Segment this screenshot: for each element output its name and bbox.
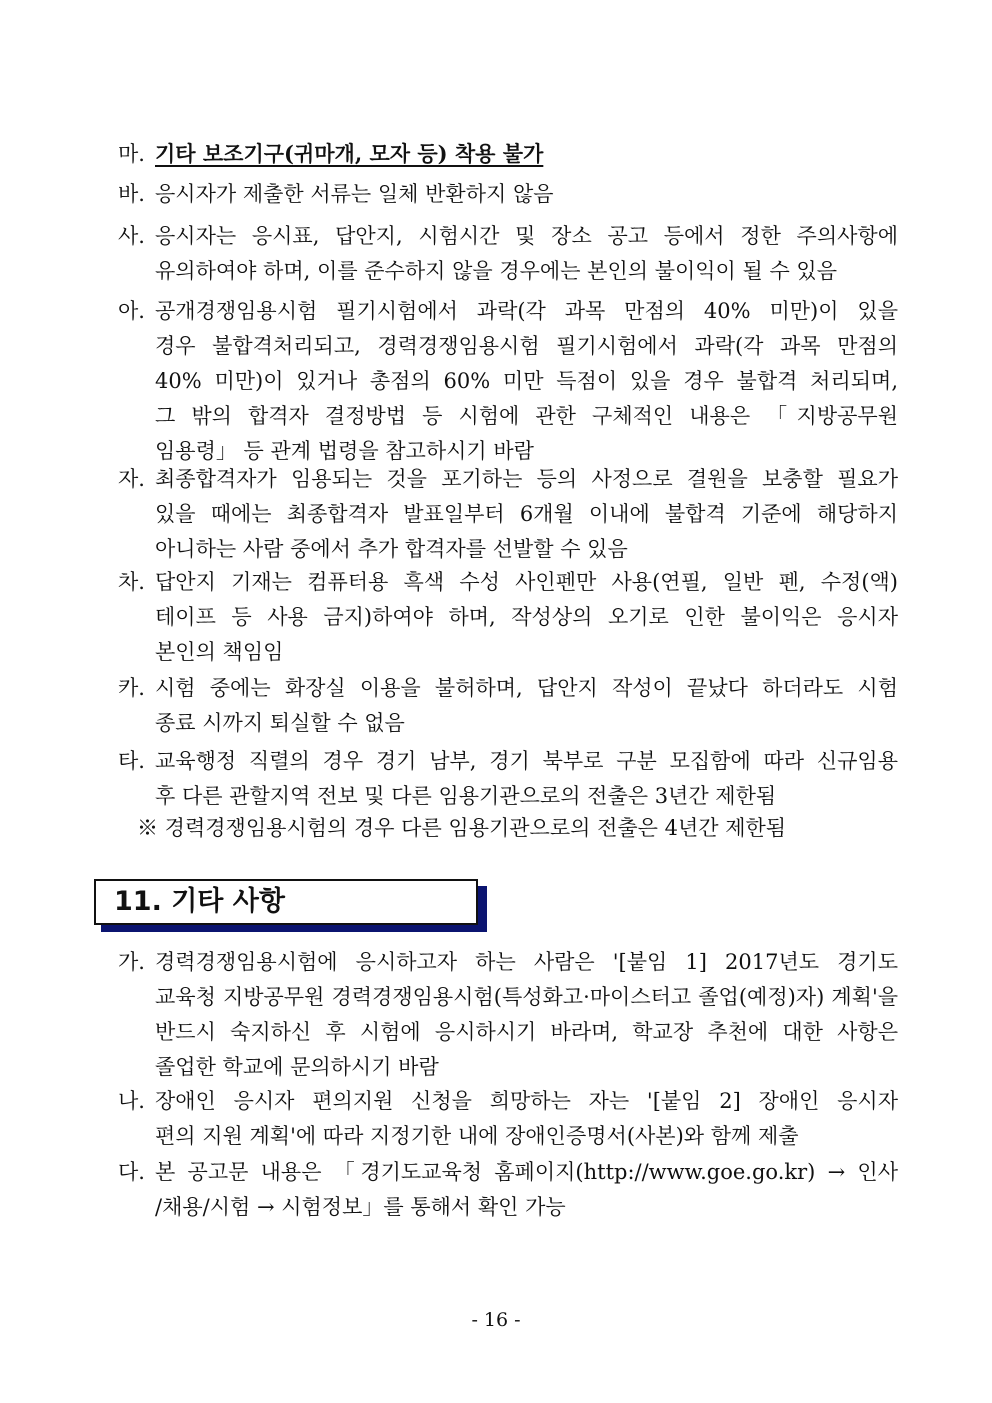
item-marker: 아. [118,299,145,323]
item-marker: 차. [118,570,145,594]
item-marker: 가. [118,950,145,974]
item-marker: 사. [118,224,145,248]
section-heading [94,879,478,925]
item-text: 응시자가 제출한 서류는 일체 반환하지 않음 [155,182,554,206]
item-text-continued: 후 다른 관할지역 전보 및 다른 임용기관으로의 전출은 3년간 제한됨 [155,784,777,808]
section-title: 11. 기타 사항 [114,886,285,917]
item-text: 교육행정 직렬의 경우 경기 남부, 경기 북부로 구분 모집함에 따라 신규임용 [155,749,898,773]
item-text: 경력경쟁임용시험에 응시하고자 하는 사람은 '[붙임 1] 2017년도 경기도 [155,950,898,974]
item-marker: 타. [118,749,145,773]
item-text-continued: 졸업한 학교에 문의하시기 바람 [155,1055,439,1079]
item-text: 답안지 기재는 컴퓨터용 흑색 수성 사인펜만 사용(연필, 일반 펜, 수정(액) [155,570,898,594]
item-text: 최종합격자가 임용되는 것을 포기하는 등의 사정으로 결원을 보충할 필요가 [155,467,898,491]
item-text-continued: 경우 불합격처리되고, 경력경쟁임용시험 필기시험에서 과락(각 과목 만점의 [155,334,898,358]
item-marker: 마. [118,142,145,166]
item-text-continued: 종료 시까지 퇴실할 수 없음 [155,711,405,735]
item-text: 본 공고문 내용은 「경기도교육청 홈페이지(http://www.goe.go.kr) → 인사 [155,1160,898,1184]
item-text-continued: 40% 미만)이 있거나 총점의 60% 미만 득점이 있을 경우 불합격 처리되며, [155,369,898,393]
item-text-continued: 반드시 숙지하신 후 시험에 응시하시기 바라며, 학교장 추천에 대한 사항은 [155,1020,898,1044]
item-text-continued: 편의 지원 계획'에 따라 지정기한 내에 장애인증명서(사본)와 함께 제출 [155,1124,799,1148]
item-text-continued: 본인의 책임임 [155,640,284,664]
item-marker: 나. [118,1089,145,1113]
item-text-continued: 그 밖의 합격자 결정방법 등 시험에 관한 구체적인 내용은 「지방공무원 [155,404,898,428]
item-text: 시험 중에는 화장실 이용을 불허하며, 답안지 작성이 끝났다 하더라도 시험 [155,676,898,700]
item-marker: 카. [118,676,145,700]
item-text-continued: 임용령」 등 관계 법령을 참고하시기 바람 [155,439,534,463]
item-marker: 바. [118,182,145,206]
item-marker: 다. [118,1160,145,1184]
item-text: 응시자는 응시표, 답안지, 시험시간 및 장소 공고 등에서 정한 주의사항에 [155,224,898,248]
item-marker: 자. [118,467,145,491]
item-text-continued: 아니하는 사람 중에서 추가 합격자를 선발할 수 있음 [155,537,628,561]
item-text-continued: 교육청 지방공무원 경력경쟁임용시험(특성화고·마이스터고 졸업(예정)자) 계획'을 [155,985,898,1009]
item-text: 공개경쟁임용시험 필기시험에서 과락(각 과목 만점의 40% 미만)이 있을 [155,299,898,323]
item-text-continued: 테이프 등 사용 금지)하여야 하며, 작성상의 오기로 인한 불이익은 응시자 [155,605,898,629]
reference-note: ※ 경력경쟁임용시험의 경우 다른 임용기관으로의 전출은 4년간 제한됨 [137,816,787,840]
item-text: 장애인 응시자 편의지원 신청을 희망하는 자는 '[붙임 2] 장애인 응시자 [155,1089,898,1113]
item-text-underlined: 기타 보조기구(귀마개, 모자 등) 착용 불가 [155,141,544,166]
page-number: - 16 - [471,1309,521,1331]
item-text-continued: 있을 때에는 최종합격자 발표일부터 6개월 이내에 불합격 기준에 해당하지 [155,502,898,526]
item-text-continued: /채용/시험 → 시험정보」를 통해서 확인 가능 [155,1195,566,1219]
item-text-continued: 유의하여야 하며, 이를 준수하지 않을 경우에는 본인의 불이익이 될 수 있음 [155,259,838,283]
